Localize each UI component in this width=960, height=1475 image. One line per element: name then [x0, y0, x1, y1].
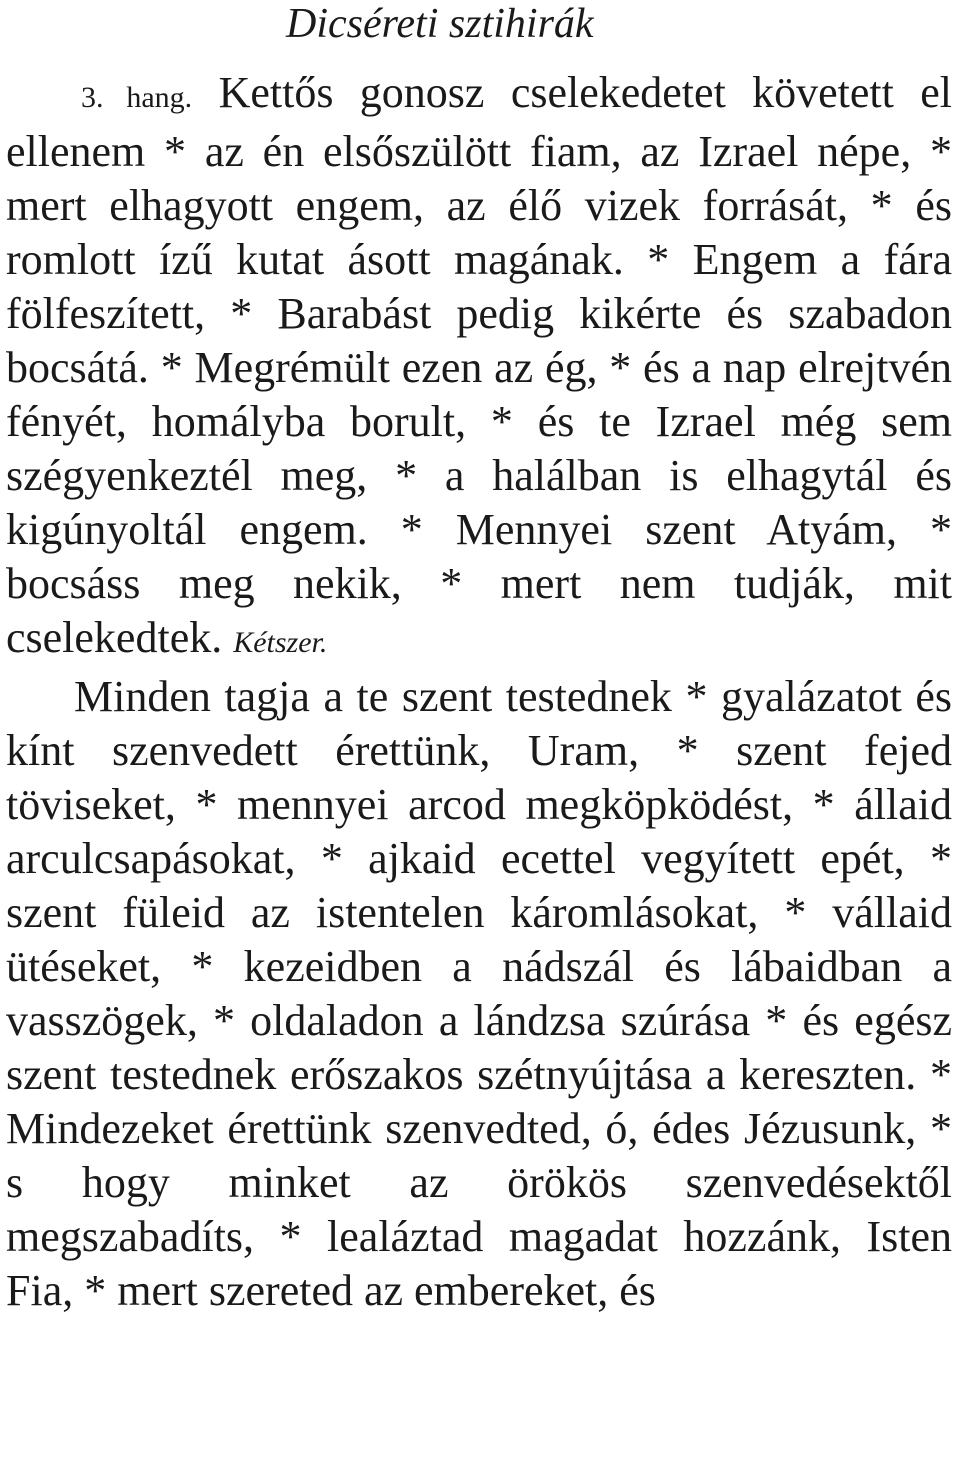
paragraph-2: [6, 670, 952, 1318]
paragraph-1-text: Kettős gonosz cselekedetet követett el ellenem * az én elsőszülött fiam, az Izrael népe, * mert elhagyott engem, az élő vizek forrását, * és romlott ízű kutat ásott magának. * Engem a fára fölfeszített, * Barabást pedig kikérte és szabadon bocsátá. * Megrémült ezen az ég, * és a nap elrejtvén fényét, homályba borult, * és te Izrael még sem szégyenkeztél meg, * a halálban is elhagytál és kigúnyoltál engem. * Mennyei szent Atyám, * bocsáss meg nekik, * mert nem tudják, mit cselekedtek.: [6, 68, 952, 662]
paragraph-2-text: Minden tagja a te szent testednek * gyalázatot és kínt szenvedett érettünk, Uram, * szent fejed töviseket, * mennyei arcod megköpködést, * állaid arculcsapásokat, * ajkaid ecettel vegyített epét, * szent füleid az istentelen káromlásokat, * vállaid ütéseket, * kezeidben a nádszál és lábaidban a vasszögek, * oldaladon a lándzsa szúrása * és egész szent testednek erőszakos szétnyújtása a kereszten. * Mindezeket érettünk szenvedted, ó, édes Jézusunk, * s hogy minket az örökös szenvedésektől megszabadíts, * lealáztad magadat hozzánk, Isten Fia, * mert szereted az embereket, és: [6, 672, 952, 1315]
paragraph-1: [6, 66, 952, 670]
rubric-repeat: Kétszer.: [233, 626, 328, 659]
tone-label: 3. hang.: [81, 81, 193, 114]
page-title: Dicséreti sztihirák: [286, 1, 594, 47]
